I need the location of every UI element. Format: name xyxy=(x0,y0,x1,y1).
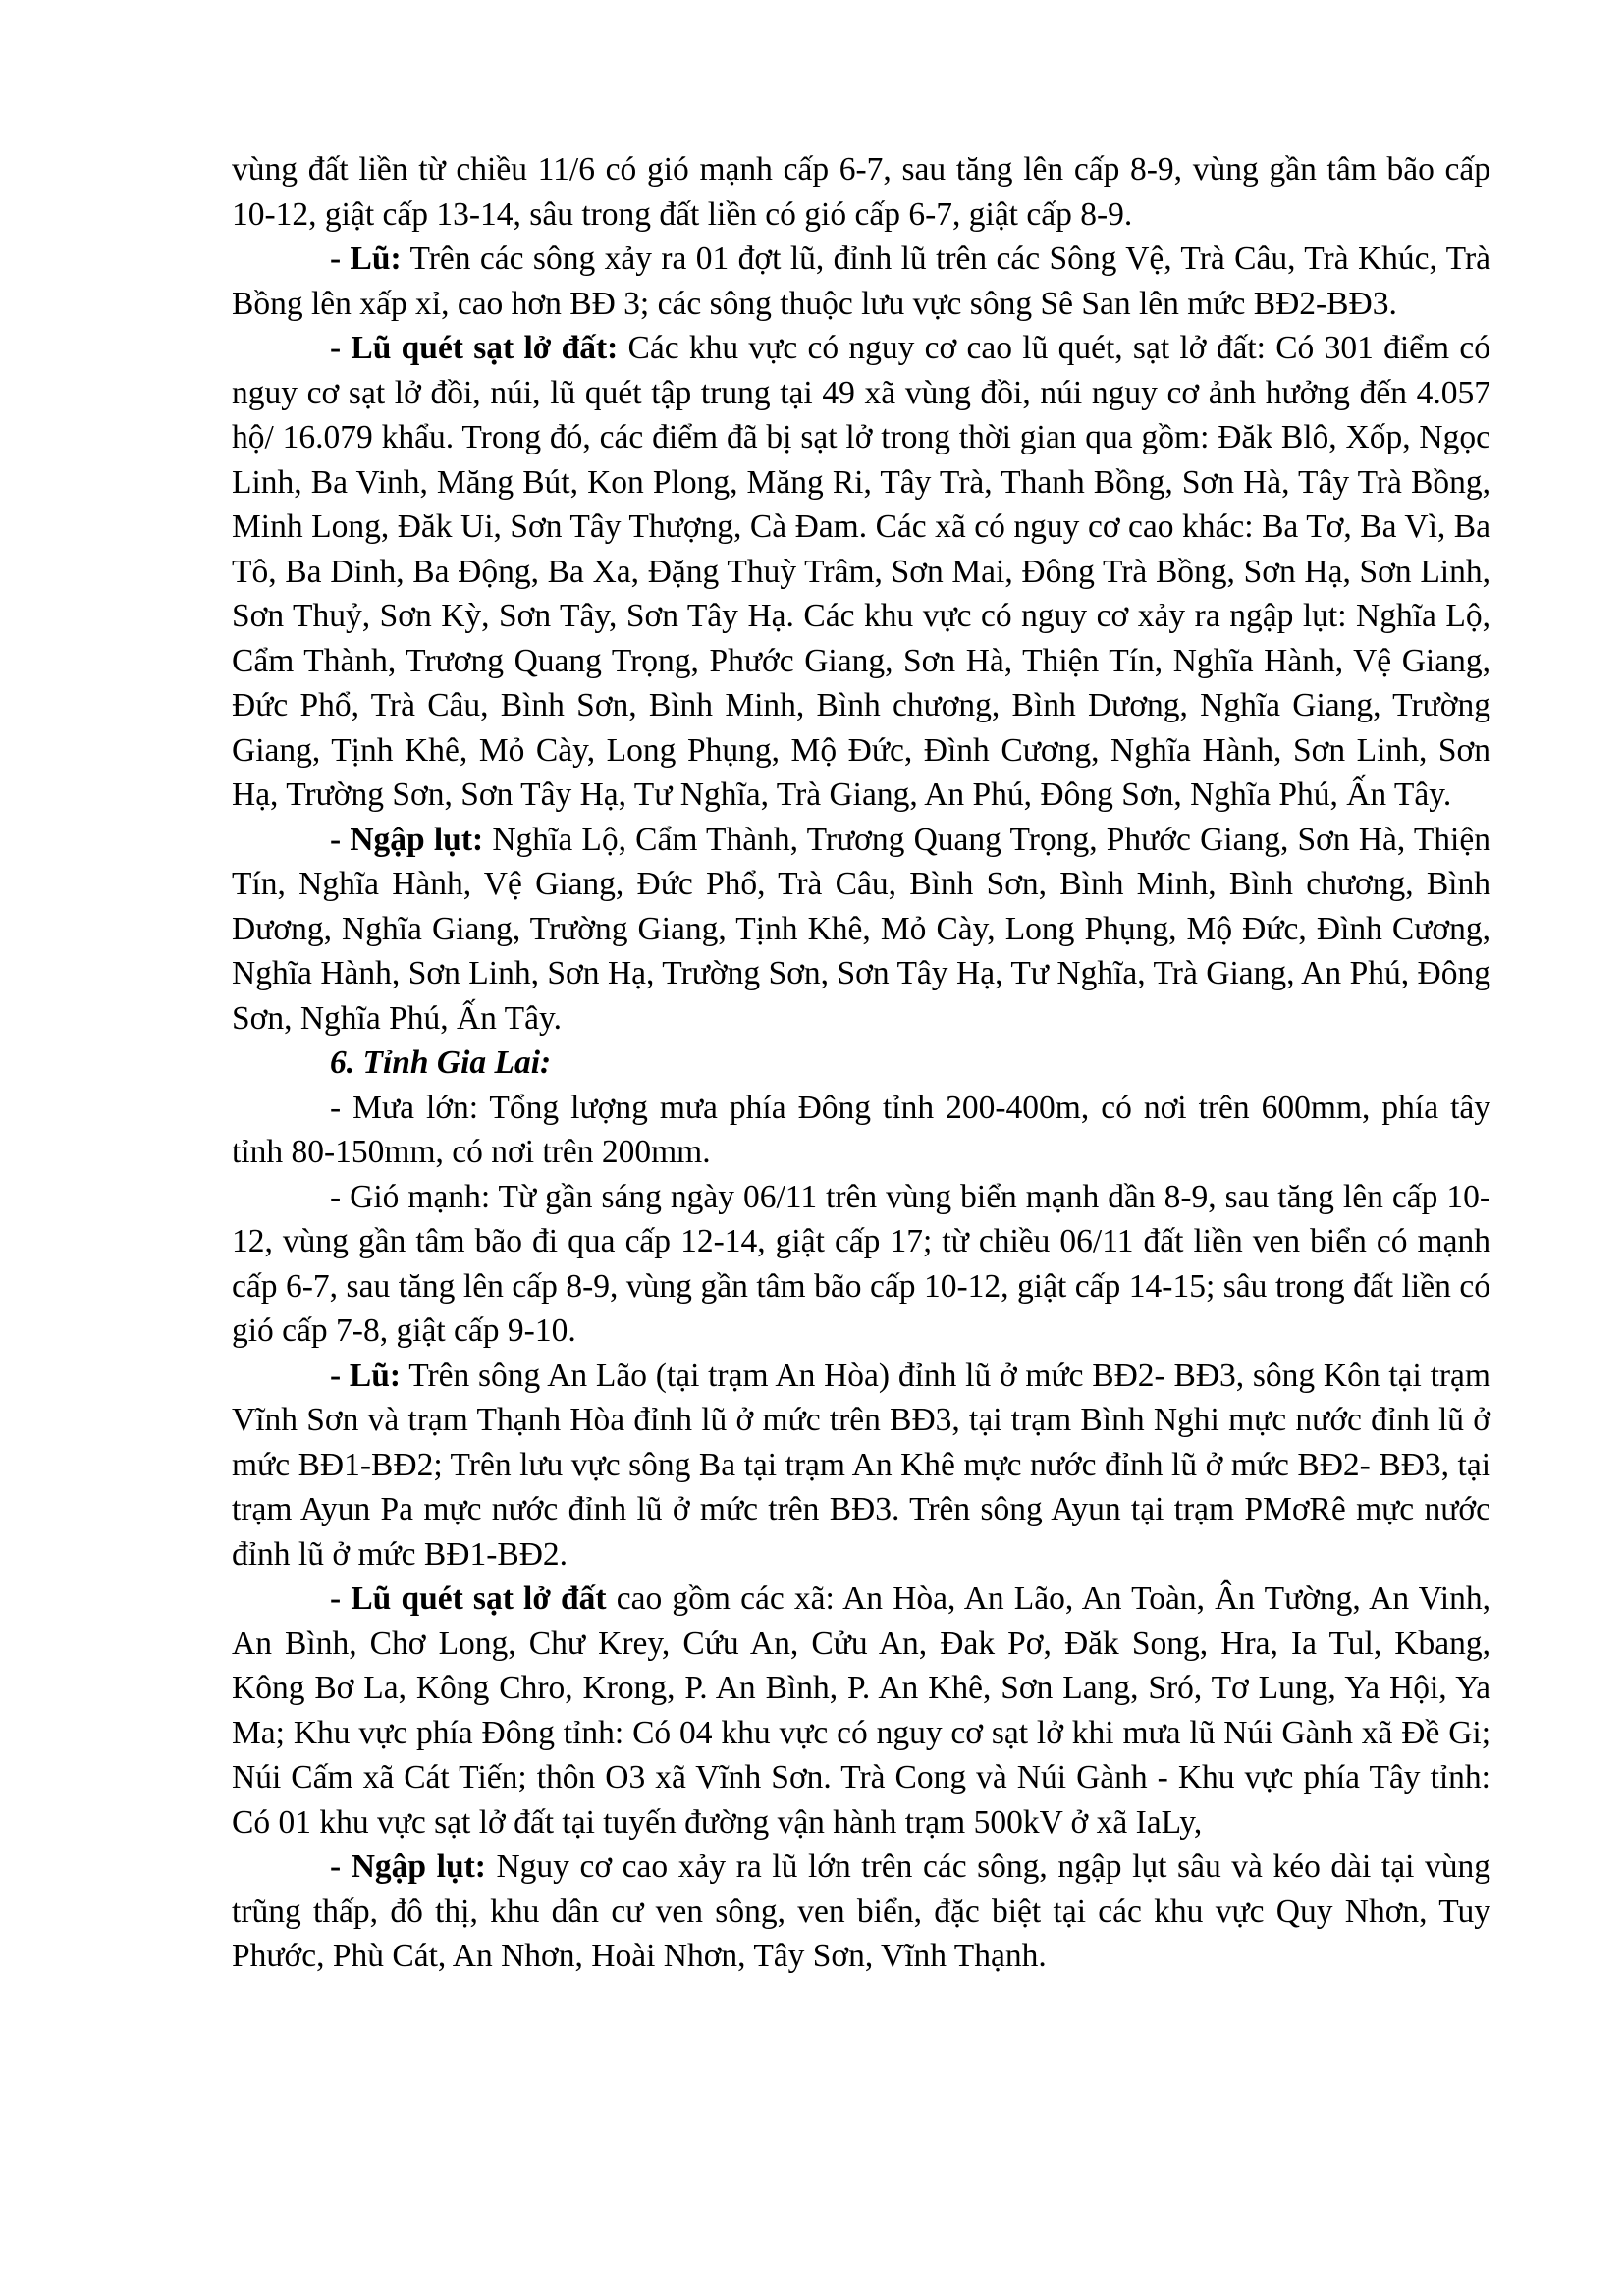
paragraph-quang-ngai-inundation xyxy=(232,818,1490,1041)
section-heading-gia-lai xyxy=(232,1041,1490,1086)
text-inundation: Nguy cơ cao xảy ra lũ lớn trên các sông, ngập lụt sâu và kéo dài tại vùng trũng thấp, đô thị, khu dân cư ven sông, ven biển, đặc biệt tại các khu vực Quy Nhơn, Tuy Phước, Phù Cát, An Nhơn, Hoài Nhơn, Tây Sơn, Vĩnh Thạnh. xyxy=(232,1848,1490,1974)
paragraph-gia-lai-wind: - Gió mạnh: Từ gần sáng ngày 06/11 trên vùng biển mạnh dần 8-9, sau tăng lên cấp 10-12, vùng gần tâm bão đi qua cấp 12-14, giật cấp 17; từ chiều 06/11 đất liền ven biển có mạnh cấp 6-7, sau tăng lên cấp 8-9, vùng gần tâm bão cấp 10-12, giật cấp 14-15; sâu trong đất liền có gió cấp 7-8, giật cấp 9-10. xyxy=(232,1178,1490,1349)
label-landslide: - Lũ quét sạt lở đất: xyxy=(330,330,619,366)
text-flood: Trên các sông xảy ra 01 đợt lũ, đỉnh lũ trên các Sông Vệ, Trà Câu, Trà Khúc, Trà Bồng lên xấp xỉ, cao hơn BĐ 3; các sông thuộc lưu vực sông Sê San lên mức BĐ2-BĐ3. xyxy=(232,240,1490,322)
text-flood: Trên sông An Lão (tại trạm An Hòa) đỉnh lũ ở mức BĐ2- BĐ3, sông Kôn tại trạm Vĩnh Sơn và trạm Thạnh Hòa đỉnh lũ ở mức trên BĐ3, tại trạm Bình Nghi mực nước đỉnh lũ ở mức BĐ1-BĐ2; Trên lưu vực sông Ba tại trạm An Khê mực nước đỉnh lũ ở mức BĐ2- BĐ3, tại trạm Ayun Pa mực nước đỉnh lũ ở mức trên BĐ3. Trên sông Ayun tại trạm PMơRê mực nước đỉnh lũ ở mức BĐ1-BĐ2. xyxy=(232,1357,1490,1573)
label-flood: - Lũ: xyxy=(330,240,402,277)
text-landslide: Các khu vực có nguy cơ cao lũ quét, sạt lở đất: Có 301 điểm có nguy cơ sạt lở đồi, núi, lũ quét tập trung tại 49 xã vùng đồi, núi nguy cơ ảnh hưởng đến 4.057 hộ/ 16.079 khẩu. Trong đó, các điểm đã bị sạt lở trong thời gian qua gồm: Đăk Blô, Xốp, Ngọc Linh, Ba Vinh, Măng Bút, Kon Plong, Măng Ri, Tây Trà, Thanh Bồng, Sơn Hà, Tây Trà Bồng, Minh Long, Đăk Ui, Sơn Tây Thượng, Cà Đam. Các xã có nguy cơ cao khác: Ba Tơ, Ba Vì, Ba Tô, Ba Dinh, Ba Động, Ba Xa, Đặng Thuỳ Trâm, Sơn Mai, Đông Trà Bồng, Sơn Hạ, Sơn Linh, Sơn Thuỷ, Sơn Kỳ, Sơn Tây, Sơn Tây Hạ. Các khu vực có nguy cơ xảy ra ngập lụt: Nghĩa Lộ, Cẩm Thành, Trương Quang Trọng, Phước Giang, Sơn Hà, Thiện Tín, Nghĩa Hành, Vệ Giang, Đức Phổ, Trà Câu, Bình Sơn, Bình Minh, Bình chương, Bình Dương, Nghĩa Giang, Trường Giang, Tịnh Khê, Mỏ Cày, Long Phụng, Mộ Đức, Đình Cương, Nghĩa Hành, Sơn Linh, Sơn Hạ, Trường Sơn, Sơn Tây Hạ, Tư Nghĩa, Trà Giang, An Phú, Đông Sơn, Nghĩa Phú, Ấn Tây. xyxy=(232,330,1490,813)
document-page xyxy=(232,147,1490,1979)
label-landslide: - Lũ quét sạt lở đất xyxy=(330,1580,607,1617)
paragraph-gia-lai-landslide xyxy=(232,1576,1490,1844)
paragraph-intro-wind: vùng đất liền từ chiều 11/6 có gió mạnh cấp 6-7, sau tăng lên cấp 8-9, vùng gần tâm bão cấp 10-12, giật cấp 13-14, sâu trong đất liền có gió cấp 6-7, giật cấp 8-9. xyxy=(232,151,1490,233)
label-flood: - Lũ: xyxy=(330,1357,402,1394)
paragraph-gia-lai-flood xyxy=(232,1354,1490,1577)
paragraph-gia-lai-rain: - Mưa lớn: Tổng lượng mưa phía Đông tỉnh 200-400m, có nơi trên 600mm, phía tây tỉnh 80-150mm, có nơi trên 200mm. xyxy=(232,1089,1490,1170)
label-inundation: - Ngập lụt: xyxy=(330,821,484,858)
text-landslide: cao gồm các xã: An Hòa, An Lão, An Toàn, Ân Tường, An Vinh, An Bình, Chơ Long, Chư Krey, Cứu An, Cửu An, Đak Pơ, Đăk Song, Hra, Ia Tul, Kbang, Kông Bơ La, Kông Chro, Krong, P. An Bình, P. An Khê, Sơn Lang, Sró, Tơ Lung, Ya Hội, Ya Ma; Khu vực phía Đông tỉnh: Có 04 khu vực có nguy cơ sạt lở khi mưa lũ Núi Gành xã Đề Gi; Núi Cấm xã Cát Tiến; thôn O3 xã Vĩnh Sơn. Trà Cong và Núi Gành - Khu vực phía Tây tỉnh: Có 01 khu vực sạt lở đất tại tuyến đường vận hành trạm 500kV ở xã IaLy, xyxy=(232,1580,1490,1841)
heading-gia-lai: 6. Tỉnh Gia Lai: xyxy=(330,1044,552,1081)
text-inundation: Nghĩa Lộ, Cẩm Thành, Trương Quang Trọng, Phước Giang, Sơn Hà, Thiện Tín, Nghĩa Hành, Vệ Giang, Đức Phổ, Trà Câu, Bình Sơn, Bình Minh, Bình chương, Bình Dương, Nghĩa Giang, Trường Giang, Tịnh Khê, Mỏ Cày, Long Phụng, Mộ Đức, Đình Cương, Nghĩa Hành, Sơn Linh, Sơn Hạ, Trường Sơn, Sơn Tây Hạ, Tư Nghĩa, Trà Giang, An Phú, Đông Sơn, Nghĩa Phú, Ấn Tây. xyxy=(232,821,1490,1037)
paragraph-quang-ngai-flood xyxy=(232,237,1490,326)
paragraph-gia-lai-inundation xyxy=(232,1844,1490,1979)
label-inundation: - Ngập lụt: xyxy=(330,1848,486,1885)
paragraph-quang-ngai-landslide xyxy=(232,326,1490,818)
